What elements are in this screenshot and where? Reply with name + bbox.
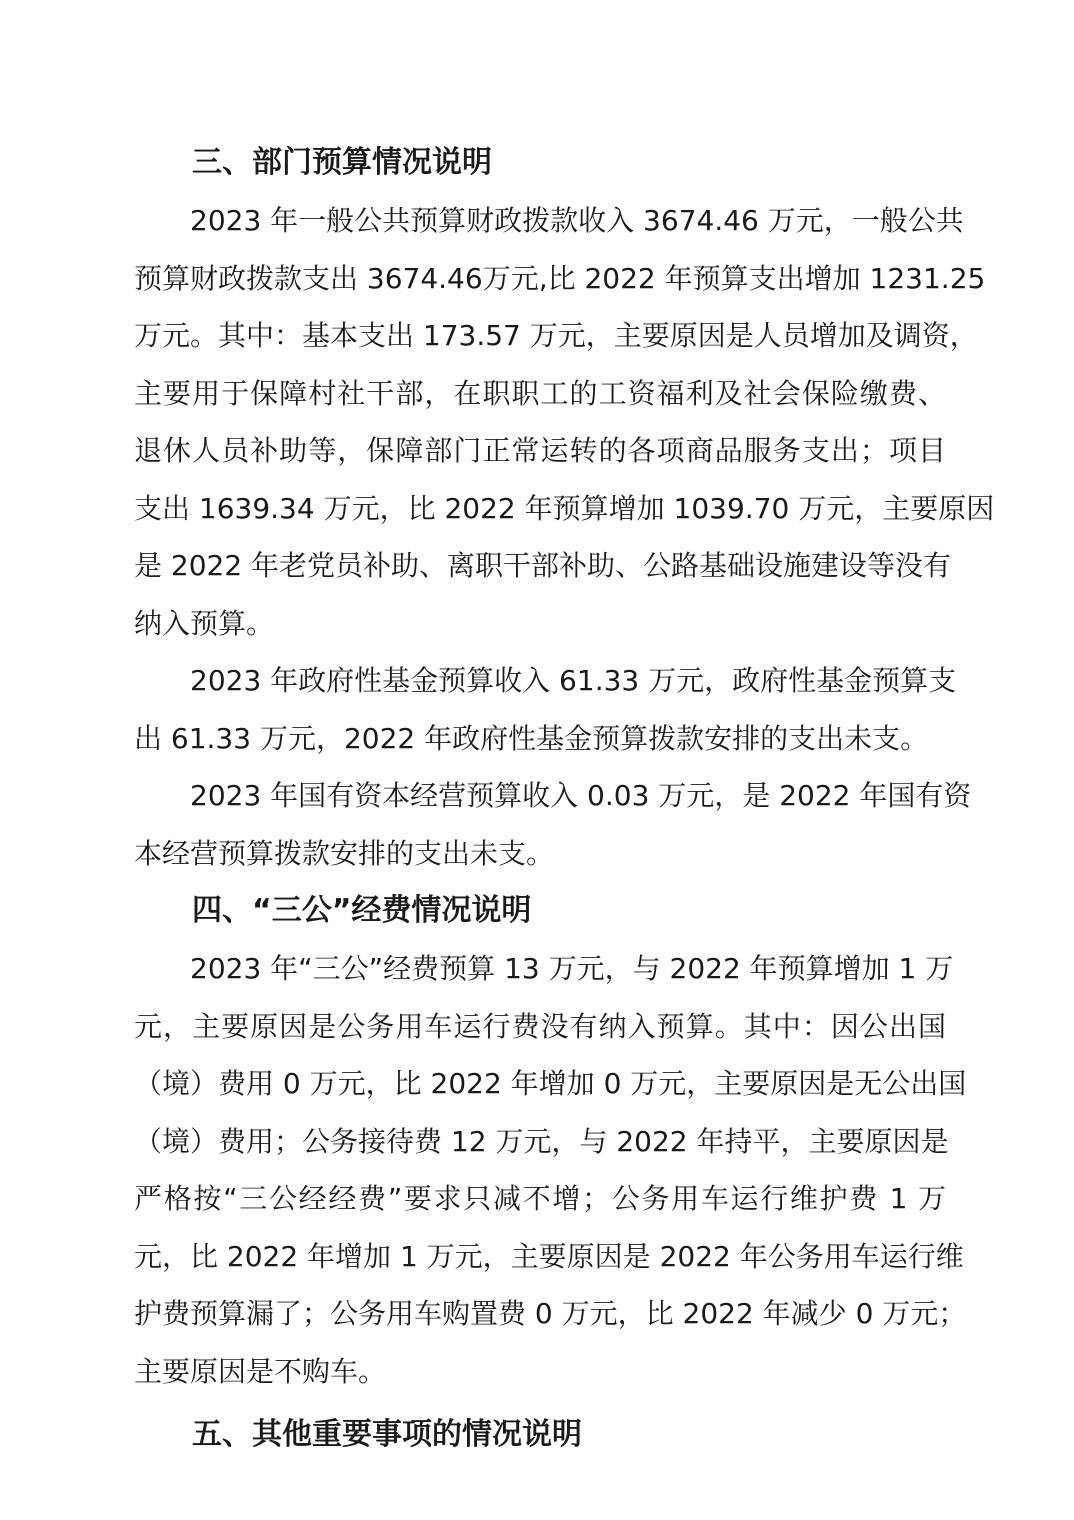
text-line: （境）费用；公务接待费 12 万元，与 2022 年持平，主要原因是 <box>134 1124 949 1158</box>
text-line: 元，主要原因是公务用车运行费没有纳入预算。其中：因公出国 <box>134 1009 946 1043</box>
text-line: 2023 年国有资本经营预算收入 0.03 万元，是 2022 年国有资 <box>190 779 972 812</box>
section3-heading: 三、部门预算情况说明 <box>192 145 492 180</box>
text-line: 本经营预算拨款安排的支出未支。 <box>134 836 555 870</box>
text-line: 万元。其中：基本支出 173.57 万元，主要原因是人员增加及调资， <box>134 319 978 352</box>
section3-paragraph-2 <box>134 652 957 767</box>
text-line: 预算财政拨款支出 3674.46万元,比 2022 年预算支出增加 1231.25 <box>134 261 986 295</box>
text-line: 2023 年“三公”经费预算 13 万元，与 2022 年预算增加 1 万 <box>190 952 954 985</box>
section4-heading: 四、“三公”经费情况说明 <box>192 893 532 928</box>
section4-paragraph-1 <box>134 940 967 1400</box>
text-line: 支出 1639.34 万元，比 2022 年预算增加 1039.70 万元，主要原因 <box>134 491 995 525</box>
text-line: 2023 年一般公共预算财政拨款收入 3674.46 万元，一般公共 <box>190 204 964 237</box>
text-line: （境）费用 0 万元，比 2022 年增加 0 万元，主要原因是无公出国 <box>134 1067 967 1100</box>
text-line: 严格按“三公经经费”要求只减不增；公务用车运行维护费 1 万 <box>134 1182 946 1215</box>
document-page <box>134 134 995 1464</box>
section3-paragraph-1 <box>134 192 995 652</box>
text-line: 出 61.33 万元，2022 年政府性基金预算拨款安排的支出未支。 <box>134 721 929 755</box>
text-line: 退休人员补助等，保障部门正常运转的各项商品服务支出；项目 <box>134 434 946 467</box>
text-line: 护费预算漏了；公务用车购置费 0 万元，比 2022 年减少 0 万元； <box>134 1297 967 1330</box>
section3-paragraph-3 <box>134 767 972 882</box>
text-line: 主要用于保障村社干部，在职职工的工资福利及社会保险缴费、 <box>134 376 946 410</box>
section5-heading: 五、其他重要事项的情况说明 <box>192 1417 582 1452</box>
text-line: 主要原因是不购车。 <box>134 1354 387 1388</box>
text-line: 2023 年政府性基金预算收入 61.33 万元，政府性基金预算支 <box>190 664 957 697</box>
text-line: 纳入预算。 <box>134 606 275 640</box>
text-line: 元，比 2022 年增加 1 万元，主要原因是 2022 年公务用车运行维 <box>134 1239 964 1273</box>
text-line: 是 2022 年老党员补助、离职干部补助、公路基础设施建设等没有 <box>134 549 952 582</box>
